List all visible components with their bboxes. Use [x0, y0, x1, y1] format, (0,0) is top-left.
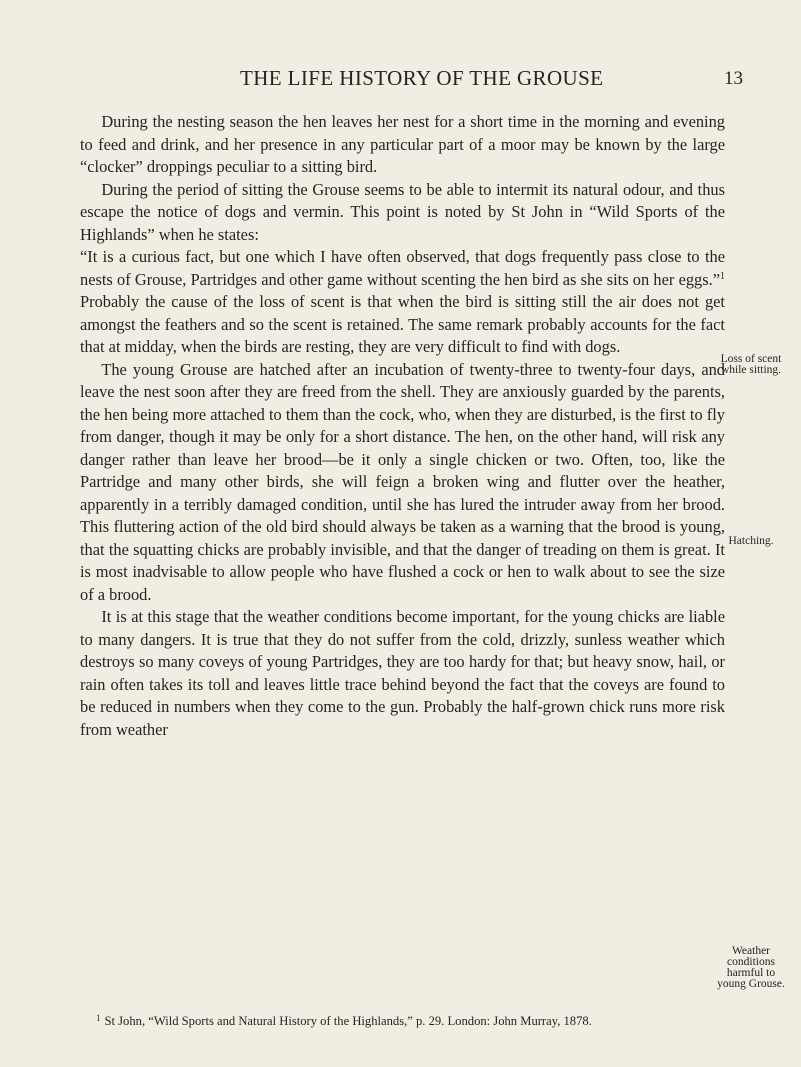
footnote	[96, 1013, 786, 1029]
paragraph-hatching: The young Grouse are hatched after an incubation of twenty-three to twenty-four days, and leave the nest soon after they are freed from the shell. They are anxiously guarded by the parents, the hen being more attached to them than the cock, who, when they are disturbed, is the first to fly from danger, though it may be only for a short distance. The hen, on the other hand, will risk any danger rather than leave her brood—be it only a single chicken or two. Often, too, like the Partridge and many other birds, she will feign a broken wing and flutter over the heather, apparently in a terribly damaged condition, until she has lured the intruder away from her brood. This fluttering action of the old bird should always be taken as a warning that the brood is young, that the squatting chicks are probably invisible, and that the danger of treading on them is great. It is most inadvisable to allow people who have flushed a cock or hen to walk about to see the size of a brood.	[80, 359, 725, 604]
paragraph-quote	[80, 246, 725, 359]
sidenote-loss-of-scent: Loss of scent while sitting.	[720, 353, 782, 376]
paragraph-nesting: During the nesting season the hen leaves her nest for a short time in the morning and evening to feed and drink, and her presence in any particular part of a moor may be known by the large “clocker” droppings peculiar to a sitting bird.	[80, 112, 725, 176]
quote-continuation: Probably the cause of the loss of scent is that when the bird is sitting still the air does not get amongst the feathers and so the scent is retained. The same remark probably accounts for the fact that at midday, when the birds are resting, they are very difficult to find with dogs.	[80, 292, 725, 356]
body-text	[80, 111, 725, 741]
footnote-reference: 1	[720, 270, 725, 282]
sidenote-hatching: Hatching.	[728, 535, 774, 547]
footnote-text: St John, “Wild Sports and Natural History of the Highlands,” p. 29. London: John Murray, 1878.	[104, 1014, 592, 1028]
running-head: THE LIFE HISTORY OF THE GROUSE	[240, 66, 604, 90]
quote-text: “It is a curious fact, but one which I have often observed, that dogs frequently pass close to the nests of Grouse, Partridges and other game without scenting the hen bird as she sits on her eggs.”	[80, 247, 725, 289]
sidenote-weather: Weather conditions harmful to young Grouse.	[717, 945, 785, 990]
paragraph-weather: It is at this stage that the weather conditions become important, for the young chicks are liable to many dangers. It is true that they do not suffer from the cold, drizzly, sunless weather which destroys so many coveys of young Partridges, they are too hardy for that; but heavy snow, hail, or rain often takes its toll and leaves little trace behind beyond the fact that the coveys are found to be reduced in numbers when they come to the gun. Probably the half-grown chick runs more risk from weather	[80, 607, 725, 739]
paragraph-sitting-odour: During the period of sitting the Grouse seems to be able to intermit its natural odour, and thus escape the notice of dogs and vermin. This point is noted by St John in “Wild Sports of the Highlands” when he states:	[80, 179, 725, 244]
page-header	[0, 66, 801, 92]
page-number: 13	[724, 68, 743, 89]
footnote-number: 1	[96, 1013, 101, 1023]
